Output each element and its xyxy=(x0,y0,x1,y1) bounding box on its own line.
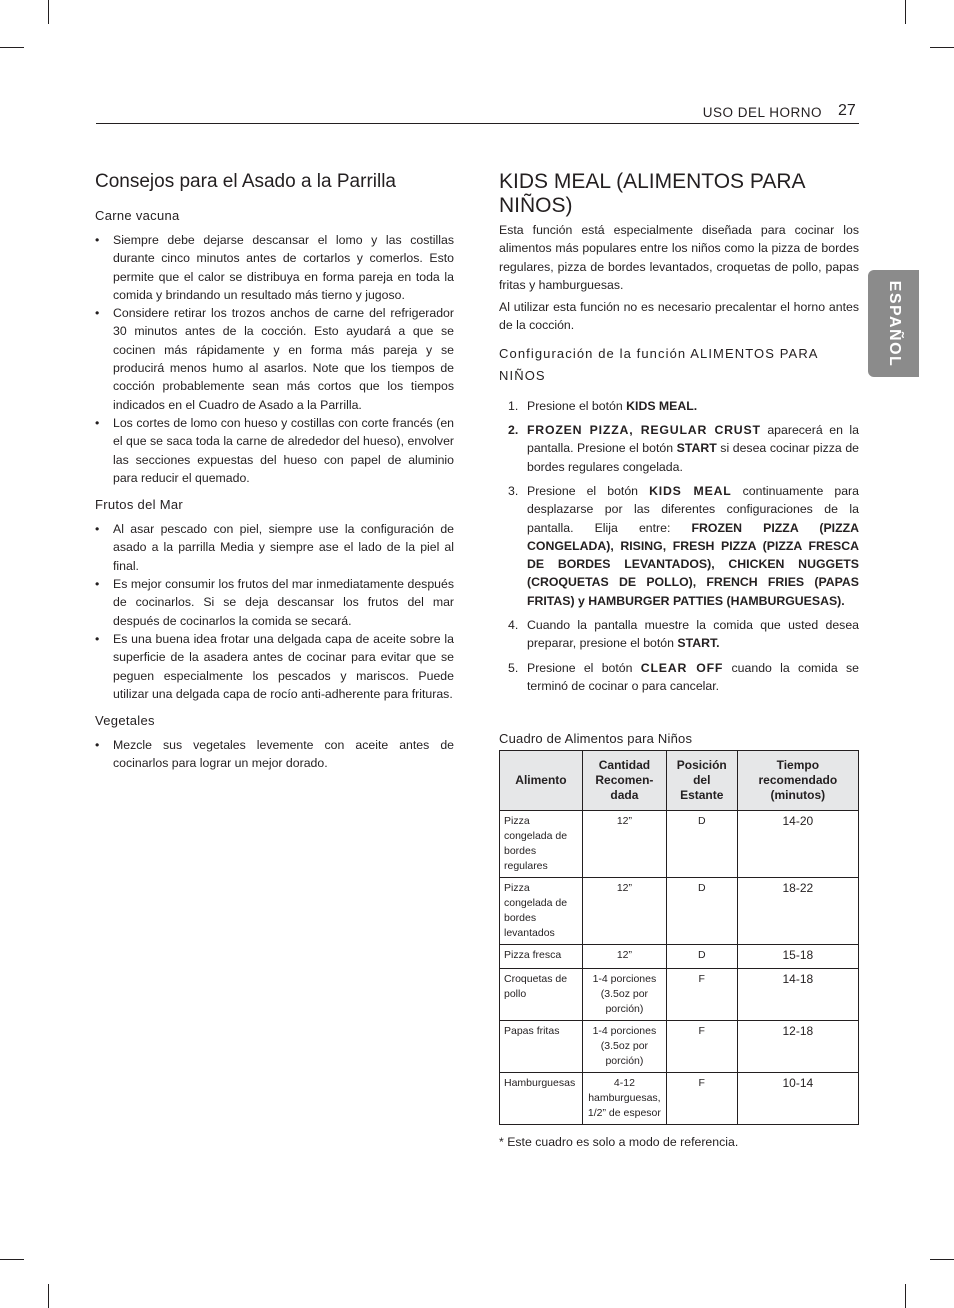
group-heading-beef: Carne vacuna xyxy=(95,208,180,223)
step-item: 4. Cuando la pantalla muestre la comida que usted desea preparar, presione el botón START. xyxy=(508,618,859,651)
vegetable-tips-list xyxy=(95,736,454,773)
button-name: START xyxy=(676,441,717,456)
crop-mark xyxy=(48,0,49,24)
column-header: Tiempo recomendado (minutos) xyxy=(737,751,858,811)
table-cell: 14-20 xyxy=(737,811,858,878)
seafood-tips-list xyxy=(95,520,454,703)
step-item: 3. Presione el botón KIDS MEAL continuamente para desplazarse por las diferentes configuraciones de la pantalla. Elija entre: FROZEN PIZZA (PIZZA CONGELADA), RISING, FRESH PIZZA (PIZZA FRESCA DE BORDES LEVANTADOS), CHICKEN NUGGETS (CROQUETAS DE POLLO), FRENCH FRIES (PAPAS FRITAS) y HAMBURGER PATTIES (HAMBURGUESAS). xyxy=(508,483,859,608)
crop-mark xyxy=(48,1284,49,1308)
step-number: 4. xyxy=(508,618,519,633)
table-cell: 12” xyxy=(582,878,666,945)
table-cell: Pizza fresca xyxy=(500,945,583,969)
table-cell: 14-18 xyxy=(737,969,858,1021)
table-cell: 1-4 porciones (3.5oz por porción) xyxy=(582,969,666,1021)
table-cell: F xyxy=(666,969,737,1021)
step-number: 5. xyxy=(508,660,519,675)
list-item: • Los cortes de lomo con hueso y costillas con corte francés (en el que se saca toda la carne de alrededor del hueso), envolver las secciones expuestas del hueso con papel de aluminio para reducir el quemado. xyxy=(95,414,454,487)
config-steps xyxy=(499,397,859,695)
crop-mark xyxy=(905,0,906,24)
step-number: 2. xyxy=(508,423,519,438)
table-row xyxy=(500,811,859,878)
step-item: 1. Presione el botón KIDS MEAL. xyxy=(499,397,859,415)
table-cell: 18-22 xyxy=(737,878,858,945)
table-row xyxy=(500,1021,859,1073)
running-header: USO DEL HORNO xyxy=(702,105,822,120)
kids-meal-title: KIDS MEAL (ALIMENTOS PARA NIÑOS) xyxy=(499,170,805,217)
table-row xyxy=(500,969,859,1021)
option-list: FROZEN PIZZA (PIZZA CONGELADA), RISING, FRESH PIZZA (PIZZA FRESCA DE BORDES LEVANTADOS), CHICKEN NUGGETS (CROQUETAS DE POLLO), FRENCH FRIES (PAPAS FRITAS) y HAMBURGER PATTIES (HAMBURGUESAS). xyxy=(527,520,859,608)
table-cell: Pizza congelada de bordes levantados xyxy=(500,878,583,945)
table-title: Cuadro de Alimentos para Niños xyxy=(499,731,693,747)
table-cell: 1-4 porciones (3.5oz por porción) xyxy=(582,1021,666,1073)
crop-mark xyxy=(905,1284,906,1308)
crop-mark xyxy=(930,47,954,48)
table-cell: Pizza congelada de bordes regulares xyxy=(500,811,583,878)
list-item: • Es mejor consumir los frutos del mar inmediatamente después de cocinarlos. Si se deja descansar los frutos del mar después de cocinarlos la comida se secará. xyxy=(95,575,454,630)
step-number: 3. xyxy=(508,483,519,498)
column-header: Alimento xyxy=(500,751,583,811)
list-item: • Mezcle sus vegetales levemente con aceite antes de cocinarlos para lograr un mejor dorado. xyxy=(95,736,454,773)
table-cell: Croquetas de pollo xyxy=(500,969,583,1021)
list-item: • Siempre debe dejarse descansar el lomo y las costillas durante cinco minutos antes de cortarlos y comerlos. Esto permite que el calor se distribuya en forma pareja en toda la comida y brindando un resultado más tierno y jugoso. xyxy=(95,231,454,304)
table-cell: Hamburguesas xyxy=(500,1073,583,1125)
crop-mark xyxy=(0,47,24,48)
intro-paragraph: Al utilizar esta función no es necesario precalentar el horno antes de la cocción. xyxy=(499,300,859,333)
kids-meal-column xyxy=(499,170,859,1149)
display-text: FROZEN PIZZA, REGULAR CRUST xyxy=(527,423,761,438)
table-cell: 12” xyxy=(582,811,666,878)
table-cell: F xyxy=(666,1073,737,1125)
intro-paragraph: Esta función está especialmente diseñada para cocinar los alimentos más populares entre los niños como la pizza de bordes regulares, pizza de bordes levantados, croquetas de pollo, papas fritas y hamburguesas. xyxy=(499,223,859,292)
step-item: 2. FROZEN PIZZA, REGULAR CRUST aparecerá en la pantalla. Presione el botón START si desea cocinar pizza de bordes regulares congelada. xyxy=(508,423,859,474)
table-cell: F xyxy=(666,1021,737,1073)
kids-food-table xyxy=(499,750,859,1125)
column-header: Cantidad Recomen-dada xyxy=(582,751,666,811)
step-number: 1. xyxy=(508,398,519,413)
button-name: START. xyxy=(677,636,720,651)
list-item: • Es una buena idea frotar una delgada capa de aceite sobre la superficie de la asadera antes de cocinar para evitar que se peguen especialmente los pescados y mariscos. Puede utilizar una delgada capa de rocío anti-adherente para frituras. xyxy=(95,630,454,703)
table-cell: D xyxy=(666,878,737,945)
group-heading-vegetables: Vegetales xyxy=(95,713,155,729)
table-cell: D xyxy=(666,945,737,969)
table-cell: 12-18 xyxy=(737,1021,858,1073)
crop-mark xyxy=(930,1259,954,1260)
header-rule xyxy=(96,123,859,124)
table-cell: 12” xyxy=(582,945,666,969)
language-tab xyxy=(868,270,919,377)
crop-mark xyxy=(0,1259,24,1260)
language-tab-label: ESPAÑOL xyxy=(885,280,903,367)
button-name: CLEAR OFF xyxy=(640,660,724,675)
button-name: KIDS MEAL. xyxy=(626,398,698,413)
grilling-tips-title: Consejos para el Asado a la Parrilla xyxy=(95,171,397,192)
table-row xyxy=(500,945,859,969)
group-heading-seafood: Frutos del Mar xyxy=(95,497,184,513)
step-item: 5. Presione el botón CLEAR OFF cuando la comida se terminó de cocinar o para cancelar. xyxy=(508,660,859,693)
list-item: • Al asar pescado con piel, siempre use la configuración de asado a la parrilla Media y siempre ase el lado de la piel al final. xyxy=(95,520,454,575)
table-row xyxy=(500,1073,859,1125)
table-cell: 10-14 xyxy=(737,1073,858,1125)
list-item: • Considere retirar los trozos anchos de carne del refrigerador 30 minutos antes de la cocción. Esto ayudará a que se cocinen más rápidamente y en forma más pareja y se producirá menos humo al asarlos. Note que los tiempos de cocción probablemente sean más cortos que los tiempos indicados en el Cuadro de Asado a la Parrilla. xyxy=(95,304,454,414)
table-cell: D xyxy=(666,811,737,878)
table-row xyxy=(500,878,859,945)
page-number: 27 xyxy=(838,102,856,119)
table-cell: 4-12 hamburguesas, 1/2” de espesor xyxy=(582,1073,666,1125)
button-name: KIDS MEAL xyxy=(649,483,732,498)
table-header-row xyxy=(500,751,859,811)
table-cell: Papas fritas xyxy=(500,1021,583,1073)
grilling-tips-column xyxy=(95,170,454,773)
config-heading: Configuración de la función ALIMENTOS PARA NIÑOS xyxy=(499,345,818,383)
table-cell: 15-18 xyxy=(737,945,858,969)
beef-tips-list xyxy=(95,231,454,487)
column-header: Posición del Estante xyxy=(666,751,737,811)
table-footnote: * Este cuadro es solo a modo de referencia. xyxy=(499,1135,739,1150)
